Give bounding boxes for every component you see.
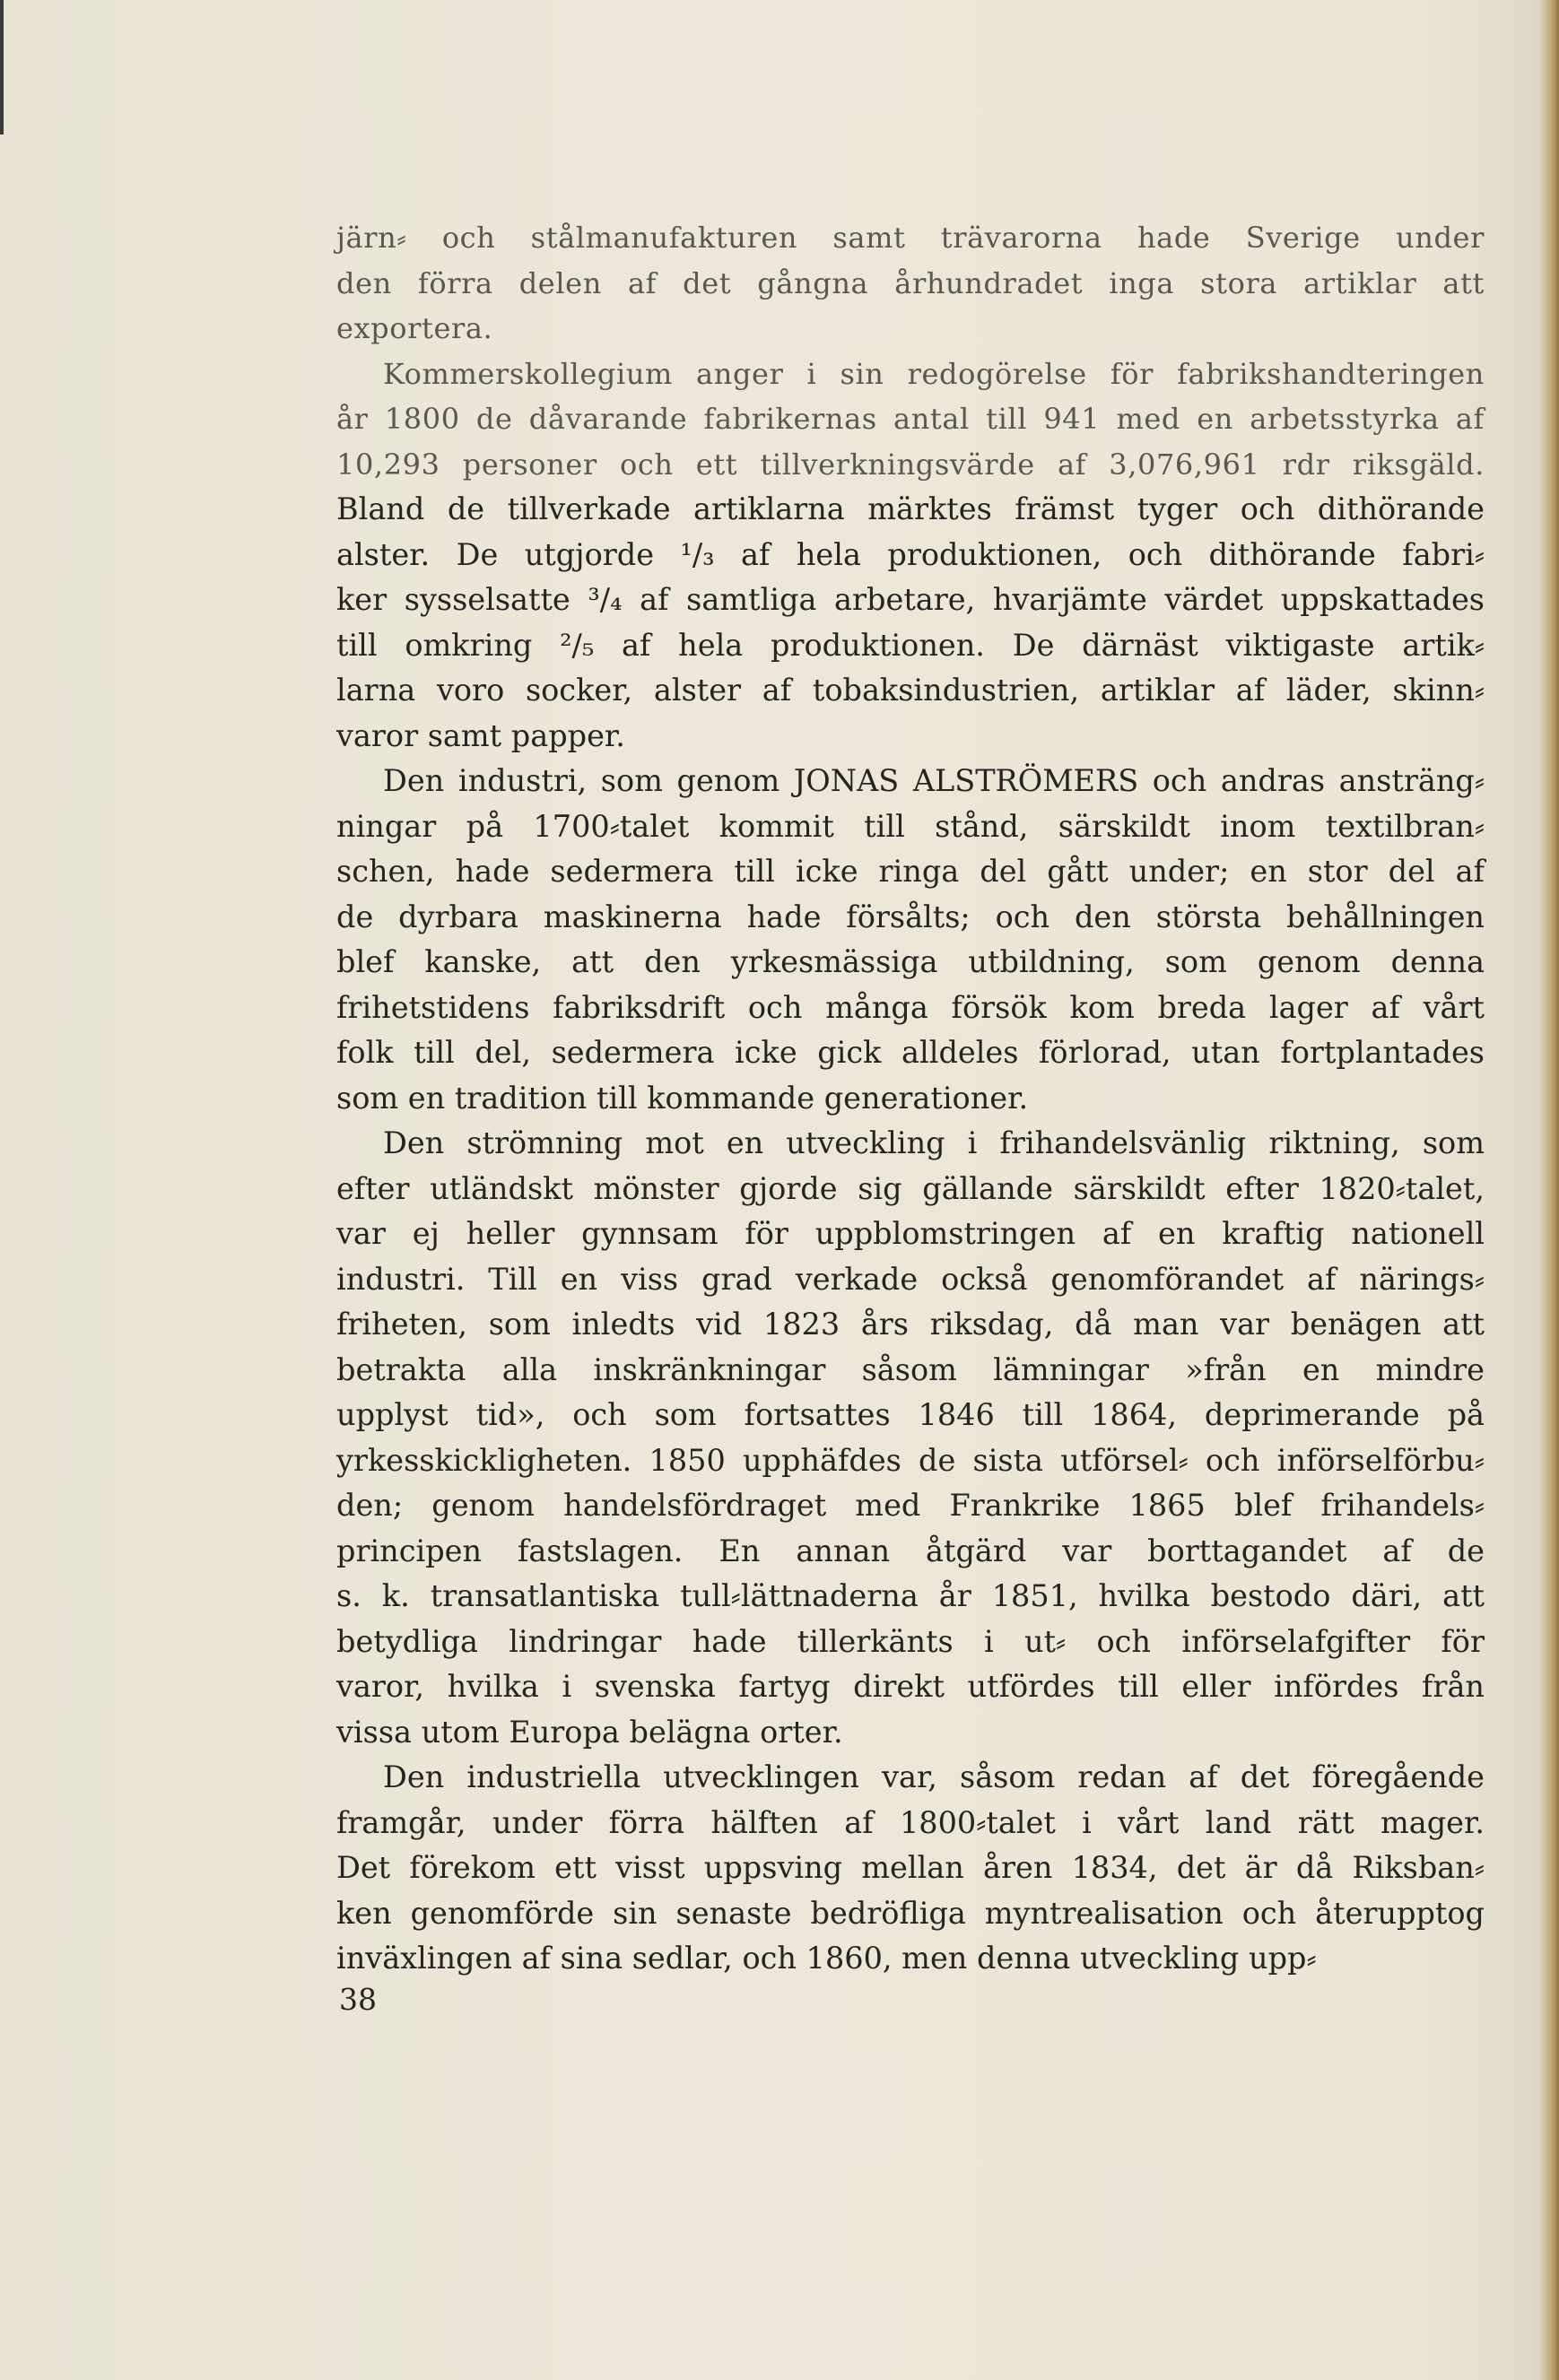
text-line: Den industriella utvecklingen var, såsom redan af det föregående [383,1759,1485,1794]
text-line: den; genom handelsfördraget med Frankrike 1865 blef frihandels⸗ [336,1488,1485,1523]
text-line: inväxlingen af sina sedlar, och 1860, men denna utveckling upp⸗ [336,1941,1317,1976]
text-line: schen, hade sedermera till icke ringa del gått under; en stor del af [336,854,1485,889]
text-line: ken genomförde sin senaste bedröfliga myntrealisation och återupptog [336,1895,1485,1931]
text-line: betrakta alla inskränkningar såsom lämningar »från en mindre [336,1351,1485,1387]
text-line: Det förekom ett visst uppsving mellan åren 1834, det är då Riksban⸗ [336,1850,1485,1885]
text-line: Den strömning mot en utveckling i frihandelsvänlig riktning, som [383,1125,1485,1160]
text-line: de dyrbara maskinerna hade försålts; och den största behållningen [336,899,1485,934]
text-line: betydliga lindringar hade tillerkänts i ut⸗ och införselafgifter för [336,1623,1485,1659]
text-line: Bland de tillverkade artiklarna märktes främst tyger och dithörande [336,491,1485,526]
paragraph-p0 [336,215,1485,352]
text-line: framgår, under förra hälften af 1800⸗talet i vårt land rätt mager. [336,1804,1485,1840]
text-line: principen fastslagen. En annan åtgärd var borttagandet af de [336,1533,1485,1568]
text-line: folk till del, sedermera icke gick alldeles förlorad, utan fortplantades [336,1035,1485,1070]
text-line: efter utländskt mönster gjorde sig gällande särskildt efter 1820⸗talet, [336,1170,1485,1206]
text-line: järn⸗ och stålmanufakturen samt trävarorna hade Sverige under [336,221,1485,255]
text-line: alster. De utgjorde ¹/₃ af hela produktionen, och dithörande fabri⸗ [336,536,1485,572]
text-line: Kommerskollegium anger i sin redogörelse för fabrikshandteringen [383,356,1485,391]
text-line: ker sysselsatte ³/₄ af samtliga arbetare, hvarjämte värdet uppskattades [336,582,1485,617]
page-number: 38 [339,1982,377,2017]
text-line: som en tradition till kommande generationer. [336,1080,1029,1116]
text-line: den förra delen af det gångna århundradet inga stora artiklar att [336,265,1485,300]
text-line: blef kanske, att den yrkesmässiga utbildning, som genom denna [336,944,1485,979]
page-right-edge [1539,0,1559,2380]
paragraph-p1 [336,352,1485,760]
scan-left-edge [0,0,4,135]
text-line: varor samt papper. [336,717,625,753]
text-line: var ej heller gynnsam för uppblomstringen af en kraftig nationell [336,1216,1485,1251]
text-line: 10,293 personer och ett tillverkningsvärde af 3,076,961 rdr riksgäld. [336,447,1485,482]
body-text [336,215,1485,1982]
text-line: upplyst tid», och som fortsattes 1846 till 1864, deprimerande på [336,1397,1485,1432]
text-line: år 1800 de dåvarande fabrikernas antal till 941 med en arbetsstyrka af [336,402,1485,436]
text-line: varor, hvilka i svenska fartyg direkt utfördes till eller infördes från [336,1669,1485,1704]
text-line: friheten, som inledts vid 1823 års riksdag, då man var benägen att [336,1307,1485,1342]
text-line: Den industri, som genom JONAS ALSTRÖMERS och andras ansträng⸗ [383,763,1485,798]
text-line: till omkring ²/₅ af hela produktionen. De därnäst viktigaste artik⸗ [336,627,1485,663]
text-line: industri. Till en viss grad verkade också genomförandet af närings⸗ [336,1261,1485,1297]
paragraph-p3 [336,1121,1485,1755]
text-line: larna voro socker, alster af tobaksindustrien, artiklar af läder, skinn⸗ [336,673,1485,708]
text-line: vissa utom Europa belägna orter. [336,1714,843,1750]
text-line: s. k. transatlantiska tull⸗lättnaderna år 1851, hvilka bestodo däri, att [336,1578,1485,1613]
paragraph-p2 [336,759,1485,1121]
paragraph-p4 [336,1755,1485,1982]
text-line: exportera. [336,311,493,345]
text-line: frihetstidens fabriksdrift och många försök kom breda lager af vårt [336,989,1485,1025]
text-line: ningar på 1700⸗talet kommit till stånd, särskildt inom textilbran⸗ [336,808,1485,844]
text-line: yrkesskickligheten. 1850 upphäfdes de sista utförsel⸗ och införselförbu⸗ [336,1442,1485,1478]
